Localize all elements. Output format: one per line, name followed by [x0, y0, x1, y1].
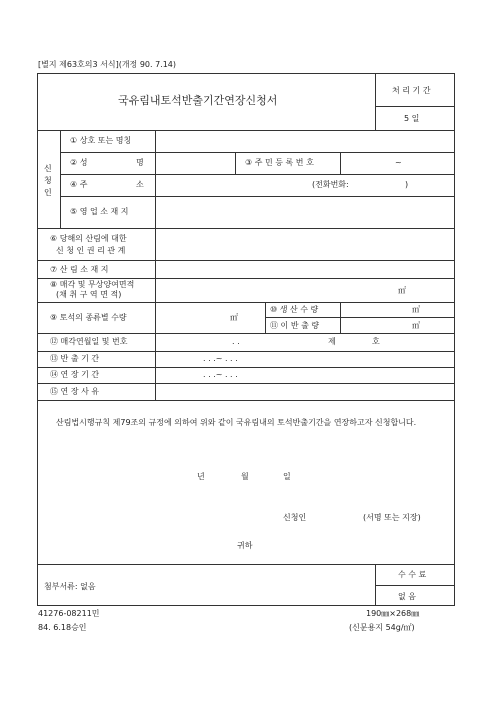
removal-period-label: ⑬ 반 출 기 간: [50, 354, 100, 363]
date-month: 월: [241, 472, 249, 481]
date-day: 일: [283, 472, 291, 481]
sale-number-prefix: 제: [328, 337, 336, 346]
area-unit: ㎡: [398, 286, 406, 295]
area-label-line2: (채 취 구 역 면 적): [56, 290, 122, 299]
soil-quantity-unit: ㎡: [230, 313, 238, 322]
signer-sign-note: (서명 또는 지장): [363, 513, 421, 522]
form-code: 41276-08211민: [38, 609, 100, 618]
sale-date-label: ⑫ 매각연월일 및 번호: [50, 337, 128, 346]
phone-label: (전화번화:: [312, 180, 349, 189]
removal-quantity-unit: ㎥: [412, 321, 420, 330]
address-label: ④ 주: [70, 180, 88, 189]
phone-label-close: ): [405, 180, 409, 189]
applicant-group-char-2: 청: [44, 176, 52, 185]
paper-size: 190㎜×268㎜: [366, 609, 420, 618]
resident-number-label: ③ 주 민 등 록 번 호: [245, 158, 314, 167]
fee-label: 수 수 료: [398, 570, 427, 579]
attachments-label: 첨부서류: 없음: [44, 582, 96, 591]
processing-period-label: 처 리 기 간: [392, 86, 431, 95]
addressee-suffix: 귀하: [237, 541, 253, 550]
applicant-group-char-1: 신: [44, 164, 52, 173]
office-location-label: ⑤ 영 업 소 재 지: [70, 207, 129, 216]
rights-relation-label-line2: 신 청 인 권 리 관 계: [56, 246, 126, 255]
extension-period-value: . . .~ . . .: [203, 370, 238, 379]
extension-period-label: ⑭ 연 장 기 간: [50, 370, 100, 379]
production-quantity-label: ⑩ 생 산 수 량: [270, 305, 319, 314]
processing-period-value: 5 일: [404, 114, 420, 123]
paper-type: (신문용지 54g/㎡): [349, 623, 415, 632]
name-label-suffix: 명: [136, 158, 144, 167]
applicant-group-char-3: 인: [44, 188, 52, 197]
removal-period-value: . . .~ . . .: [203, 354, 238, 363]
date-year: 년: [197, 472, 205, 481]
signer-label: 신청인: [283, 513, 307, 522]
approval-date: 84. 6.18승인: [38, 623, 87, 632]
rights-relation-label-line1: ⑥ 당해의 산림에 대한: [50, 234, 127, 243]
extension-reason-label: ⑮ 연 장 사 유: [50, 387, 100, 396]
resident-number-tilde: ~: [395, 158, 402, 167]
business-name-label: ① 상호 또는 명칭: [70, 136, 132, 145]
soil-quantity-label: ⑨ 토석의 종류별 수량: [50, 313, 127, 322]
sale-date-dots: . .: [232, 337, 240, 346]
area-label-line1: ⑧ 매각 및 무상양여면적: [50, 280, 135, 289]
production-quantity-unit: ㎥: [412, 305, 420, 314]
address-label-suffix: 소: [136, 180, 144, 189]
removal-quantity-label: ⑪ 이 반 출 량: [270, 321, 320, 330]
name-label: ② 성: [70, 158, 88, 167]
application-statement: 산림법시행규칙 제79조의 규정에 의하여 위와 같이 국유림내의 토석반출기간을 연장하고자 신청합니다.: [56, 418, 417, 427]
sale-number-suffix: 호: [372, 337, 380, 346]
forest-location-label: ⑦ 산 림 소 재 지: [50, 265, 109, 274]
form-number-note: [별지 제63호의3 서식](개정 90. 7.14): [38, 60, 177, 69]
fee-value: 없 음: [398, 592, 416, 601]
form-title: 국유림내토석반출기간연장신청서: [118, 94, 278, 107]
